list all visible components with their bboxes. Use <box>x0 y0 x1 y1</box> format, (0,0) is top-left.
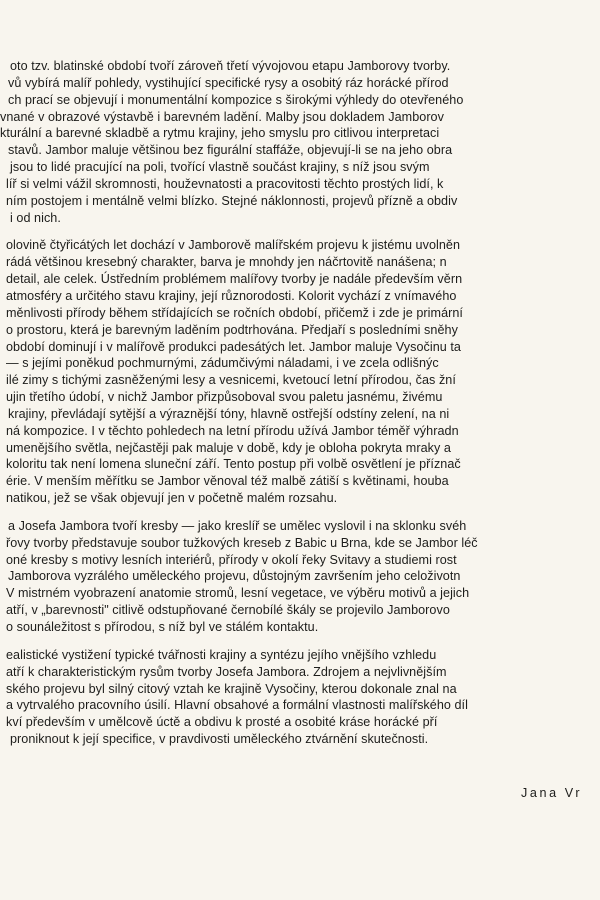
text-line: oto tzv. blatinské období tvoří zároveň třetí vývojovou etapu Jamborovy tvorby. <box>10 59 451 73</box>
text-line: období dominují i v malířově produkci padesátých let. Jambor maluje Vysočinu ta <box>6 339 461 354</box>
text-line: stavů. Jambor maluje většinou bez figurální staffáže, objevují-li se na jeho obra <box>8 143 453 158</box>
text-line: umenějšího světla, nejčastěji pak maluje v době, kdy je obloha pokryta mraky a <box>6 440 451 455</box>
text-line: olovině čtyřicátých let dochází v Jamborově malířském projevu k jistému uvolněn <box>6 238 461 253</box>
text-line: vnané v obrazové výstavbě i barevném ladění. Malby jsou dokladem Jamborov <box>0 109 444 124</box>
paragraph-3 <box>0 518 600 636</box>
text-line: ním postojem i mentálně velmi blízko. Stejné náklonnosti, projevů přízně a obdiv <box>6 193 458 208</box>
text-line: ujin třetího údobí, v nichž Jambor přizpůsoboval svou paletu jasnému, živému <box>6 390 443 405</box>
text-line: atří k charakteristickým rysům tvorby Josefa Jambora. Zdrojem a nejvlivnějším <box>6 664 447 679</box>
text-line: kví především v umělcově úctě a obdivu k prosté a osobité kráse horácké pří <box>6 715 438 730</box>
paragraph-4 <box>0 647 600 748</box>
text-line: i od nich. <box>10 210 61 225</box>
text-line: natikou, jež se však objevují jen v početně malém rozsahu. <box>6 491 338 506</box>
text-line: — s jejími poněkud pochmurnými, zádumčivými náladami, i ve zcela odlišnýc <box>6 356 439 371</box>
text-line: ealistické vystižení typické tvářnosti krajiny a syntézu jejího vnějšího vzhledu <box>6 647 437 662</box>
text-line: o sounáležitost s přírodou, s níž byl ve stálém kontaktu. <box>6 620 319 634</box>
text-line: ná kompozice. I v těchto pohledech na letní přírodu užívá Jambor téměř výhradn <box>6 423 459 438</box>
text-line: a vytrvalého pracovního úsilí. Hlavní obsahové a formální vlastnosti malířského díl <box>6 698 468 713</box>
paragraph-1 <box>0 58 600 226</box>
text-line: V mistrném vyobrazení anatomie stromů, lesní vegetace, ve výběru motivů a jejich <box>6 586 470 601</box>
text-line: koloritu tak není lomena sluneční září. Tento postup při volbě osvětlení je příznač <box>6 457 461 472</box>
text-line: Jamborova vyzrálého uměleckého projevu, důstojným završením jeho celoživotn <box>8 569 461 584</box>
text-line: ského projevu byl silný citový vztah ke krajině Vysočiny, kterou dokonale znal na <box>6 681 457 696</box>
text-line: jsou to lidé pracující na poli, tvořící vlastně součást krajiny, s níž jsou svým <box>10 160 430 175</box>
text-line: érie. V menším měřítku se Jambor věnoval též malbě zátiší s květinami, houba <box>6 474 449 489</box>
text-line: oné kresby s motivy lesních interiérů, přírody v okolí řeky Svitavy a studiemi rost <box>6 552 457 567</box>
text-line: rádá většinou kresebný charakter, barva je mnohdy jen náčrtovitě nanášena; n <box>6 255 447 270</box>
text-line: proniknout k její specifice, v pravdivosti uměleckého ztvárnění skutečnosti. <box>10 732 429 747</box>
text-line: atmosféry a určitého stavu krajiny, její různorodosti. Kolorit vychází z vnímavého <box>6 288 457 303</box>
text-line: řovy tvorby představuje soubor tužkových kreseb z Babic u Brna, kde se Jambor léč <box>6 535 478 550</box>
paragraph-2 <box>0 237 600 507</box>
text-line: líř si velmi vážil skromnosti, houževnatosti a pracovitosti těchto prostých lidí, k <box>6 176 444 191</box>
text-line: ch prací se objevují i monumentální kompozice s širokými výhledy do otevřeného <box>8 92 464 107</box>
text-line: kturální a barevné skladbě a rytmu krajiny, jeho smyslu pro citlivou interpretaci <box>0 126 440 141</box>
text-line: vů vybírá malíř pohledy, vystihující specifické rysy a osobitý ráz horácké přírod <box>8 75 449 90</box>
text-column <box>0 58 600 759</box>
text-line: a Josefa Jambora tvoří kresby — jako kreslíř se umělec vyslovil i na sklonku svéh <box>8 518 467 533</box>
text-line: krajiny, převládají sytější a výraznější tóny, hlavně ostřejší odstíny zelení, na ni <box>8 406 450 421</box>
text-line: detail, ale celek. Ústředním problémem malířovy tvorby je nadále především věrn <box>6 272 463 287</box>
text-line: ilé zimy s tichými zasněženými lesy a vesnicemi, kvetoucí letní přírodou, čas žní <box>6 373 456 388</box>
text-line: měnlivosti přírody během střídajících se ročních období, přičemž i zde je primární <box>6 305 463 320</box>
author-signature: Jana Vr <box>521 786 583 800</box>
text-line: atří, v „barevnosti" citlivě odstupňované černobílé škály se projevilo Jamborovo <box>6 603 450 618</box>
text-line: o prostoru, která je barevným laděním podtrhována. Předjaří s posledními sněhy <box>6 322 458 337</box>
